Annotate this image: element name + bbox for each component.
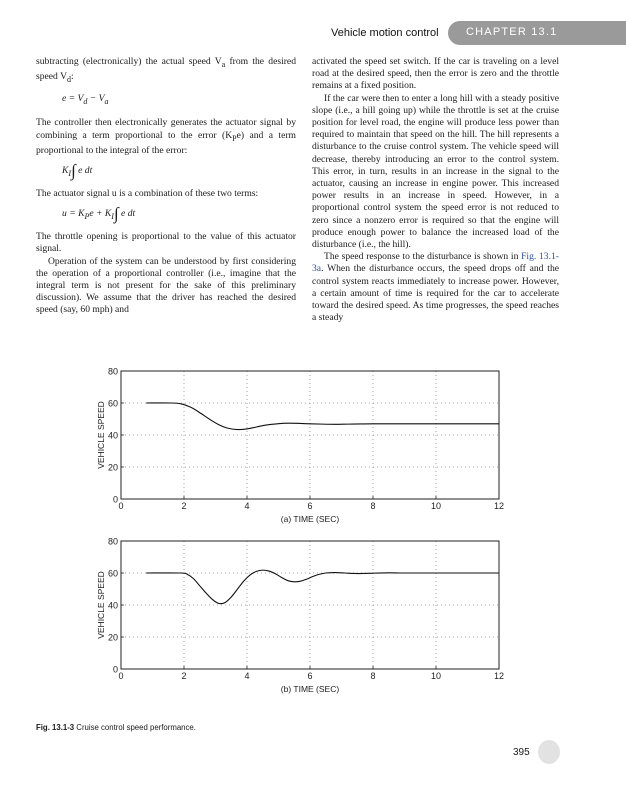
- chart-b-y-tick-label: 80: [107, 536, 118, 547]
- right-paragraph-3: The speed response to the disturbance is shown in Fig. 13.1-3a. When the disturbance occurs, the speed drops off and the control system reacts immediately to increase power. However, a certain amount of time is required for the car to accelerate toward the desired speed. As time progresses, the speed reaches a steady: [312, 251, 559, 324]
- page-number-tab: [538, 740, 560, 764]
- chart-b-x-axis-label: (b) TIME (SEC): [280, 684, 340, 694]
- chart-a-x-tick-label: 12: [493, 501, 505, 511]
- chart-b-series-line: [146, 570, 499, 604]
- figure-reference-link[interactable]: Fig. 13.1-3a: [312, 251, 559, 275]
- equation-error: $e = V_d - V_a$: [62, 93, 109, 107]
- chart-b-x-tick-label: 0: [118, 671, 124, 681]
- chart-a-x-tick-label: 10: [430, 501, 442, 511]
- chart-a-y-tick-label: 80: [107, 366, 118, 377]
- equation-integral: $K_I\int$ e dt: [62, 160, 93, 180]
- chart-a-x-tick-label: 0: [118, 501, 124, 511]
- running-header-title: Vehicle motion control: [331, 27, 439, 39]
- chart-a-y-tick-label: 40: [107, 430, 118, 441]
- chart-b-y-tick-label: 20: [107, 632, 118, 643]
- integral-symbol: ∫: [113, 204, 119, 224]
- equation-actuator: $u = K_Pe + K_I\int$ e dt: [62, 204, 136, 224]
- chapter-label: CHAPTER 13.1: [466, 26, 558, 38]
- left-paragraph-4: The throttle opening is proportional to the value of this actuator signal.: [36, 231, 296, 255]
- figure-caption: Fig. 13.1-3 Cruise control speed performance.: [36, 723, 196, 732]
- chart-b-x-tick-label: 8: [370, 671, 376, 681]
- chart-a-x-tick-label: 4: [244, 501, 250, 511]
- chart-b-x-tick-label: 2: [181, 671, 187, 681]
- integral-symbol: ∫: [71, 160, 76, 180]
- right-paragraph-2: If the car were then to enter a long hill with a steady positive slope (i.e., a hill going up) while the throttle is set at the cruise position for level road, the engine will produce less power than required to maintain that speed on the hill. The hill represents a disturbance to the cruise control system. The vehicle speed will decrease, thereby introducing an error to the control system. This error, in turn, results in an increase in the signal to the actuator, causing an increase in engine power. This increased power results in an increase in speed. However, in a proportional control system the speed error is not reduced to zero since a nonzero error is required so that the engine will produce enough power to balance the increased load of the disturbance (i.e., the hill).: [312, 92, 559, 251]
- chart-a-y-tick-label: 20: [107, 462, 118, 473]
- chart-b-y-axis-label: VEHICLE SPEED: [96, 571, 106, 639]
- left-paragraph-5: Operation of the system can be understood by first considering the operation of a proportional controller (i.e., imagine that the integral term is not present for the sake of this preliminary discussion). We assume that the driver has reached the desired speed (say, 60 mph) and: [36, 255, 296, 316]
- chart-b-y-tick-label: 0: [112, 664, 118, 675]
- chart-a-x-axis-label: (a) TIME (SEC): [280, 514, 340, 524]
- chart-b-x-tick-label: 12: [493, 671, 505, 681]
- chart-b-x-tick-label: 6: [307, 671, 313, 681]
- left-paragraph-2: The controller then electronically generates the actuator signal by combining a term proportional to the error $(K_Pe)$ and a term proportional to the integral of the error:: [36, 117, 296, 156]
- chart-a-x-tick-label: 2: [181, 501, 187, 511]
- chart-a-series-line: [146, 403, 499, 430]
- chart-b-x-tick-label: 10: [430, 671, 442, 681]
- left-paragraph-3: The actuator signal u is a combination of these two terms:: [36, 187, 259, 199]
- chart-b-y-tick-label: 40: [107, 600, 118, 611]
- chart-a-y-axis-label: VEHICLE SPEED: [96, 401, 106, 469]
- chart-a-x-tick-label: 8: [370, 501, 376, 511]
- left-paragraph-1: subtracting (electronically) the actual speed $V_a$ from the desired speed $V_d$:: [36, 56, 296, 85]
- chart-a-y-tick-label: 60: [107, 398, 118, 409]
- chart-b-y-tick-label: 60: [107, 568, 118, 579]
- chart-a-y-tick-label: 0: [112, 494, 118, 505]
- chart-b-x-tick-label: 4: [244, 671, 250, 681]
- right-paragraph-1: activated the speed set switch. If the car is traveling on a level road at the desired speed, then the error is zero and the throttle remains at a fixed position.: [312, 56, 559, 92]
- page-number: 395: [513, 747, 530, 758]
- chart-a-x-tick-label: 6: [307, 501, 313, 511]
